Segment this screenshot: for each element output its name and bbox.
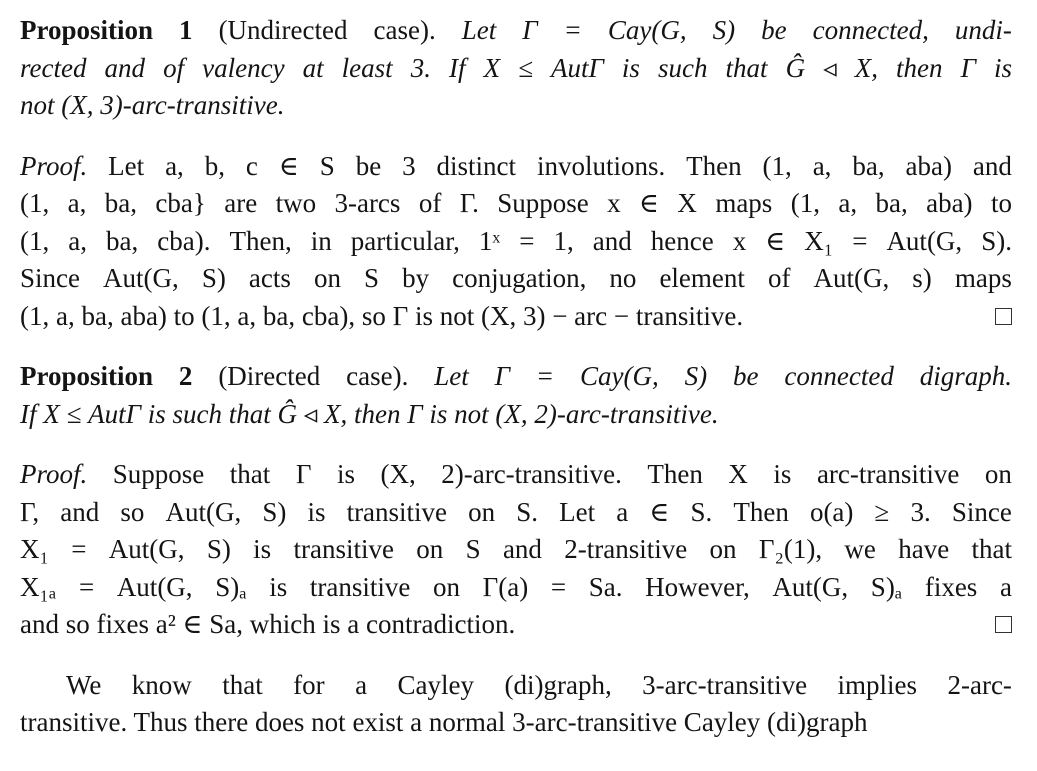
word: Cayley [397,669,475,700]
word: S). [981,225,1012,256]
word: that [971,534,1012,564]
word: = [78,571,95,602]
proof-2-line-1 [20,456,1012,494]
word: and [104,52,146,83]
word: X, [324,398,348,429]
word: Proof. [20,459,88,489]
word: = [852,225,868,256]
word: is [269,571,288,602]
word: Γ(a) [482,571,529,602]
word: is [621,52,640,83]
proposition-1-line-2 [20,50,1012,88]
word: AutΓ [550,52,604,83]
word: (X, [380,459,416,489]
word: of [163,52,185,83]
word: o(a) [809,496,854,527]
word: not [454,398,489,429]
word: cba). [157,225,211,256]
word: to [990,188,1012,218]
word: X₁ [804,225,834,256]
word: on [984,459,1012,489]
word: cba} [155,188,206,218]
word: Γ [522,15,538,45]
word: (X, [61,90,94,120]
word: and [592,225,632,256]
word: ∈ [765,225,786,256]
word: Then [686,150,742,181]
word: ≤ [518,52,533,83]
word: on [468,496,496,527]
word: ◃ [823,52,837,83]
word: valency [202,52,285,83]
word: a, [812,150,832,181]
word: digraph. [919,361,1012,391]
proof-1-line-5: (1, a, ba, aba) to (1, a, ba, cba), so Γ is not (X, 3) − arc − transitive. [20,300,744,331]
word: 3 [402,150,416,181]
word: ba, [875,188,908,218]
word: is [429,398,448,429]
word: S) [712,15,736,45]
word: We [66,669,102,700]
word: particular, [350,225,460,256]
word: S)ₐ [870,571,903,602]
word: undi- [954,15,1012,45]
word: s) [912,263,932,293]
word: is [336,459,355,489]
word: be [733,361,759,391]
word: Proof. [20,150,88,181]
word: X, [854,52,878,83]
closing-paragraph [20,667,1012,742]
word: is [147,398,166,429]
word: maps [715,188,773,218]
word: on [433,571,461,602]
word: = [550,571,567,602]
word: X [677,188,697,218]
word: have [898,534,950,564]
word: a, [165,150,184,181]
word: Proposition [20,15,154,45]
word: Aut(G, [103,263,179,293]
word: = [519,225,535,256]
word: c [245,150,258,181]
word: transitive [293,534,394,564]
word: and [502,534,542,564]
word: S) [262,496,287,527]
word: 3. [910,496,931,527]
word: of [767,263,791,293]
proposition-1-line-1 [20,12,1012,50]
word: ≥ [874,496,890,527]
word: Cay(G, [580,361,659,391]
word: (1, [790,188,820,218]
word: ≤ [66,398,82,429]
word: However, [645,571,750,602]
word: (1, [762,150,792,181]
word: a, [68,225,87,256]
word: Ĝ [277,398,297,429]
word: (1, [20,188,50,218]
word: 2)-arc-transitive. [534,398,719,429]
word: X [43,398,60,429]
word: be [355,150,382,181]
word: in [310,225,332,256]
word: Γ. [459,188,479,218]
word: ∈ [649,496,670,527]
word: 2-arc- [947,669,1012,700]
word: is [307,496,326,527]
word: S)ₐ [215,571,247,602]
proof-1-line-1 [20,148,1012,186]
word: of [418,188,442,218]
proof-2 [20,456,1012,644]
word: ∈ [639,188,660,218]
word: not [20,90,55,120]
word: Γ [295,459,312,489]
proof-2-line-4 [20,569,1012,607]
word: on [709,534,737,564]
word: X₁ [20,534,49,564]
word: S) [201,263,226,293]
word: Sa. [588,571,623,602]
word: is [773,459,792,489]
proof-2-line-2 [20,494,1012,532]
word: 2 [178,361,193,391]
word: case). [346,361,409,391]
word: Cay(G, [607,15,687,45]
proof-1-line-5-wrap [20,298,1012,336]
word: at [302,52,324,83]
word: 1, [553,225,574,256]
qed-box-icon [995,616,1012,633]
word: and [60,496,100,527]
word: connected, [812,15,929,45]
word: case). [373,15,436,45]
word: arc-transitive [816,459,960,489]
word: 3-arc-transitive [642,669,808,700]
word: S) [684,361,708,391]
word: Aut(G, [772,571,849,602]
word: are [224,188,258,218]
word: a [999,571,1012,602]
proof-1-line-3 [20,223,1012,261]
proof-1-line-2 [20,185,1012,223]
word: S [319,150,335,181]
word: 2-transitive [564,534,688,564]
word: Proposition [20,361,154,391]
word: for [293,669,325,700]
word: element [659,263,745,293]
proof-1-line-4 [20,260,1012,298]
word: we [844,534,876,564]
word: Since [20,263,80,293]
word: such [657,52,708,83]
proposition-2 [20,358,1012,433]
word: x [607,188,621,218]
word: know [131,669,192,700]
word: Suppose [497,188,589,218]
word: so [120,496,145,527]
word: and [972,150,1012,181]
proposition-1-line-3 [20,87,1012,125]
word: on [313,263,341,293]
word: that [222,669,263,700]
word: If [20,398,37,429]
word: ◃ [303,398,318,429]
word: Aut(G, [116,571,193,602]
closing-line-2: transitive. Thus there does not exist a normal 3-arc-transitive Cayley (di)graph [20,707,868,737]
word: rected [20,52,87,83]
word: X [483,52,501,83]
word: is [993,52,1012,83]
word: 3. [410,52,431,83]
word: acts [248,263,291,293]
word: AutΓ [88,398,141,429]
word: 2)-arc-transitive. [441,459,622,489]
word: then [896,52,943,83]
word: (Directed [218,361,321,391]
word: a, [67,188,87,218]
word: on [416,534,444,564]
proposition-2-line-1 [20,358,1012,396]
word: Let [461,15,497,45]
word: is [253,534,272,564]
word: X [728,459,748,489]
word: S [363,263,380,293]
proposition-1 [20,12,1012,125]
word: (Undirected [218,15,348,45]
word: connected [784,361,894,391]
word: Then, [229,225,292,256]
word: = [563,15,582,45]
word: maps [954,263,1012,293]
proof-2-line-5-wrap [20,606,1012,644]
word: transitive [309,571,411,602]
word: = [535,361,555,391]
word: Let [559,496,596,527]
word: Aut(G, [886,225,963,256]
word: that [228,398,271,429]
word: that [725,52,768,83]
word: aba) [926,188,973,218]
word: a [355,669,368,700]
word: If [449,52,466,83]
word: two [275,188,317,218]
word: Γ [960,52,976,83]
word: 3)-arc-transitive. [100,90,285,120]
word: distinct [436,150,517,181]
word: by [402,263,430,293]
paper-page [20,12,1012,742]
word: 3-arcs [334,188,401,218]
word: transitive [346,496,448,527]
word: Aut(G, [165,496,242,527]
qed-box-icon [995,308,1012,325]
word: least [341,52,393,83]
word: S. [516,496,539,527]
word: Let [108,150,145,181]
word: Aut(G, [108,534,185,564]
word: X₁ₐ [20,571,57,602]
word: hence [650,225,714,256]
word: x [732,225,747,256]
word: Aut(G, [813,263,890,293]
word: = [71,534,87,564]
word: Γ [407,398,423,429]
word: ba, [852,150,885,181]
word: a, [838,188,858,218]
word: no [609,263,637,293]
proof-1 [20,148,1012,336]
word: conjugation, [452,263,587,293]
word: such [172,398,222,429]
word: Let [434,361,469,391]
word: Γ, [20,496,40,527]
word: S) [206,534,231,564]
word: Ĝ [785,52,806,83]
word: Then [733,496,789,527]
word: ∈ [278,150,299,181]
word: (di)graph, [504,669,612,700]
proposition-2-line-2 [20,396,1012,434]
proof-2-line-3 [20,531,1012,569]
word: Γ₂(1), [758,534,823,564]
word: (1, [20,225,50,256]
word: 1 [179,15,193,45]
word: be [761,15,787,45]
word: ba, [104,188,137,218]
word: involutions. [536,150,666,181]
word: S. [690,496,713,527]
word: Suppose [112,459,205,489]
word: then [354,398,401,429]
word: fixes [924,571,978,602]
word: Γ [494,361,510,391]
word: aba) [905,150,952,181]
word: Then [647,459,703,489]
word: ba, [106,225,139,256]
word: that [229,459,271,489]
closing-line-1 [20,667,1012,705]
word: S [465,534,481,564]
word: (X, [495,398,528,429]
word: b, [204,150,225,181]
word: implies [837,669,918,700]
word: a [616,496,629,527]
proof-2-line-5: and so fixes a² ∈ Sa, which is a contradiction. [20,609,516,639]
word: 1ˣ [478,225,501,256]
word: Since [951,496,1012,527]
